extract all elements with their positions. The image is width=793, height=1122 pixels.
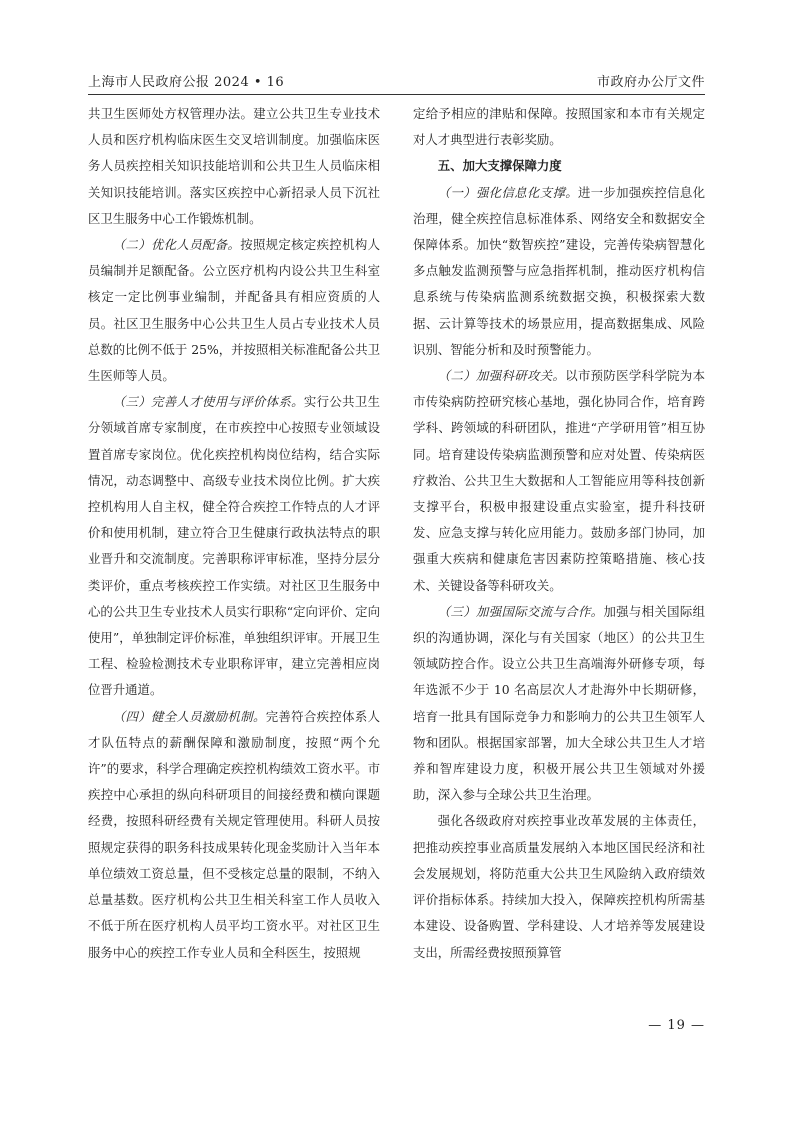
right-column xyxy=(413,101,705,966)
subsection-heading: （一）强化信息化支撑。 xyxy=(437,184,578,200)
paragraph xyxy=(413,363,705,599)
paragraph: 共卫生医师处方权管理办法。建立公共卫生专业技术人员和医疗机构临床医生交叉培训制度。加强临床医务人员疾控相关知识技能培训和公共卫生人员临床相关知识技能培训。落实区疾控中心新招录人员下沉社区卫生服务中心工作锻炼机制。 xyxy=(88,106,380,226)
paragraph-text: 按照规定核定疾控机构人员编制并足额配备。公立医疗机构内设公共卫生科室核定一定比例事业编制，并配备具有相应资质的人员。社区卫生服务中心公共卫生人员占专业技术人员总数的比例不低于 25%，并按照相关标准配备公共卫生医师等人员。 xyxy=(88,237,380,384)
page-header xyxy=(88,64,705,95)
subsection-heading: （三）加强国际交流与合作。 xyxy=(437,603,604,619)
section-title: 五、加大支撑保障力度 xyxy=(437,158,562,174)
subsection-heading: （二）加强科研攻关。 xyxy=(437,368,566,384)
subsection-heading: （三）完善人才使用与评价体系。 xyxy=(112,394,304,410)
paragraph xyxy=(88,704,380,966)
paragraph-text: 进一步加强疾控信息化治理，健全疾控信息标准体系、网络安全和数据安全保障体系。加快“数智疾控”建设，完善传染病智慧化多点触发监测预警与应急指挥机制，推动医疗机构信息系统与传染病监测系统数据交换，积极探索大数据、云计算等技术的场景应用，提高数据集成、风险识别、智能分析和及时预警能力。 xyxy=(413,184,706,357)
paragraph: 强化各级政府对疾控事业改革发展的主体责任，把推动疾控事业高质量发展纳入本地区国民经济和社会发展规划，将防范重大公共卫生风险纳入政府绩效评价指标体系。持续加大投入，保障疾控机构所需基本建设、设备购置、学科建设、人才培养等发展建设支出，所需经费按照预算管 xyxy=(413,813,705,960)
page-number: — 19 — xyxy=(648,1018,705,1033)
paragraph xyxy=(88,389,380,703)
paragraph xyxy=(413,180,705,363)
paragraph-text: 实行公共卫生分领域首席专家制度，在市疾控中心按照专业领域设置首席专家岗位。优化疾控机构岗位结构，结合实际情况，动态调整中、高级专业技术岗位比例。扩大疾控机构用人自主权，健全符合疾控工作特点的人才评价和使用机制，建立符合卫生健康行政执法特点的职业晋升和交流制度。完善职称评审标准，坚持分层分类评价，重点考核疾控工作实绩。对社区卫生服务中心的公共卫生专业技术人员实行职称“定向评价、定向使用”，单独制定评价标准，单独组织评审。开展卫生工程、检验检测技术专业职称评审，建立完善相应岗位晋升通道。 xyxy=(88,394,381,698)
subsection-heading: （四）健全人员激励机制。 xyxy=(112,708,266,724)
paragraph xyxy=(413,599,705,809)
paragraph-text: 完善符合疾控体系人才队伍特点的薪酬保障和激励制度，按照“两个允许”的要求，科学合理确定疾控机构绩效工资水平。市疾控中心承担的纵向科研项目的间接经费和横向课题经费，按照科研经费有关规定管理使用。科研人员按照规定获得的职务科技成果转化现金奖励计入当年本单位绩效工资总量，但不受核定总量的限制，不纳入总量基数。医疗机构公共卫生相关科室工作人员收入不低于所在医疗机构人员平均工资水平。对社区卫生服务中心的疾控工作专业人员和全科医生，按照规 xyxy=(88,708,381,960)
paragraph xyxy=(88,232,380,389)
left-column xyxy=(88,101,380,966)
paragraph-text: 以市预防医学科学院为本市传染病防控研究核心基地，强化协同合作，培育跨学科、跨领域的科研团队，推进“产学研用管”相互协同。培育建设传染病监测预警和应对处置、传染病医疗救治、公共卫生大数据和人工智能应用等科技创新支撑平台，积极申报建设重点实验室，提升科技研发、应急支撑与转化应用能力。鼓励多部门协同，加强重大疾病和健康危害因素防控策略措施、核心技术、关键设备等科研攻关。 xyxy=(413,368,705,593)
document-category: 市政府办公厅文件 xyxy=(596,75,705,90)
publication-title: 上海市人民政府公报 2024 • 16 xyxy=(88,75,285,90)
paragraph: 定给予相应的津贴和保障。按照国家和本市有关规定对人才典型进行表彰奖励。 xyxy=(413,106,705,148)
subsection-heading: （二）优化人员配备。 xyxy=(112,237,241,253)
paragraph-text: 加强与相关国际组织的沟通协调，深化与有关国家（地区）的公共卫生领域防控合作。设立公共卫生高端海外研修专项，每年选派不少于 10 名高层次人才赴海外中长期研修，培育一批具有国际竞争力和影响力的公共卫生领军人物和团队。根据国家部署，加大全球公共卫生人才培养和智库建设力度，积极开展公共卫生领域对外援助，深入参与全球公共卫生治理。 xyxy=(413,603,706,803)
